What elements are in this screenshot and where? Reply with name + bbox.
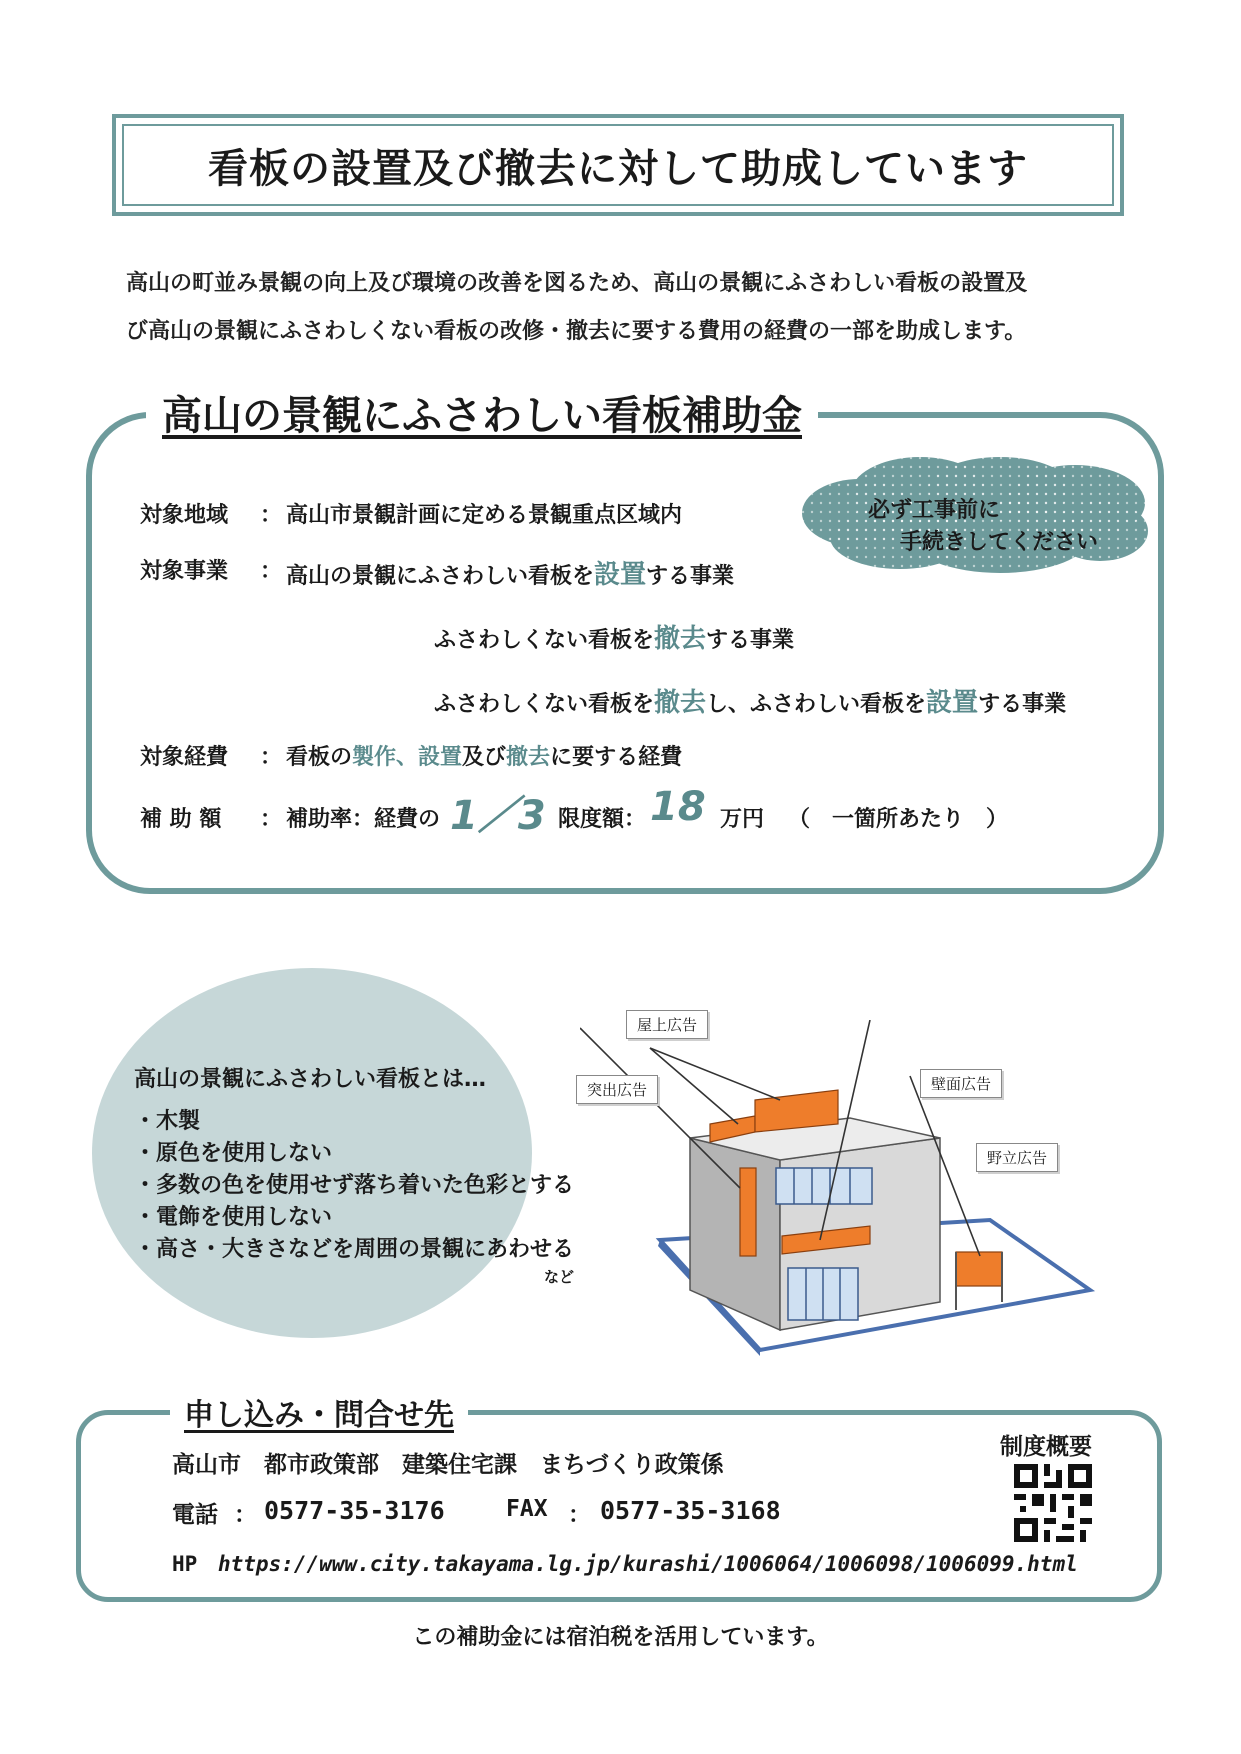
project-line-1: 高山の景観にふさわしい看板を設置する事業: [286, 560, 735, 590]
title-box: [112, 114, 1124, 216]
keyword-install: 設置: [926, 688, 979, 718]
homepage-link[interactable]: https://www.city.takayama.lg.jp/kurashi/1006064/1006098/1006099.html: [218, 1552, 1078, 1576]
rate-value: 1／3: [450, 793, 546, 839]
keyword-install: 設置: [594, 560, 647, 590]
tel-colon: ：: [234, 1502, 257, 1528]
contact-heading: 申し込み・問合せ先: [170, 1390, 468, 1434]
criteria-etc: など: [544, 1268, 575, 1286]
limit-unit: 万円: [720, 807, 765, 832]
tel-label: 電話: [172, 1502, 218, 1528]
criteria-item: ・電飾を使用しない: [134, 1205, 333, 1230]
keyword-remove: 撤去: [654, 688, 707, 718]
building-illustration: [580, 1016, 1100, 1370]
project-line-2: ふさわしくない看板を撤去する事業: [434, 624, 795, 654]
per-location: （ 一箇所あたり ）: [788, 807, 1009, 832]
notice-line-2: 手続きしてください: [900, 530, 1099, 555]
label-rooftop: 屋上広告: [626, 1010, 708, 1039]
amount-colon: ：: [260, 807, 283, 832]
criteria-item: ・多数の色を使用せず落ち着いた色彩とする: [134, 1173, 575, 1198]
area-colon: ：: [260, 503, 283, 528]
expenses-colon: ：: [260, 745, 283, 770]
expenses-value: 看板の製作、設置及び撤去に要する経費: [286, 745, 683, 770]
qr-label: 制度概要: [1000, 1434, 1092, 1460]
criteria-title: 高山の景観にふさわしい看板とは…: [134, 1067, 487, 1092]
project-line-3: ふさわしくない看板を撤去し、ふさわしい看板を設置する事業: [434, 688, 1067, 718]
projects-colon: ：: [260, 559, 283, 584]
notice-line-1: 必ず工事前に: [868, 498, 1001, 523]
keyword-make-install: 製作、設置: [352, 745, 463, 770]
hp-label: HP: [172, 1552, 198, 1576]
building-drawing: [580, 1020, 1100, 1370]
qr-code[interactable]: [1014, 1464, 1092, 1542]
footer-note: この補助金には宿泊税を活用しています。: [412, 1625, 829, 1650]
contact-dept: 高山市 都市政策部 建築住宅課 まちづくり政策係: [172, 1452, 724, 1478]
qr-code-image: [1014, 1464, 1092, 1542]
fax-label: FAX: [506, 1496, 548, 1522]
label-standing: 野立広告: [976, 1143, 1058, 1172]
limit-label: 限度額：: [558, 807, 647, 832]
page-title: 看板の設置及び撤去に対して助成しています: [208, 145, 1028, 192]
criteria-item: ・木製: [134, 1109, 201, 1134]
area-value: 高山市景観計画に定める景観重点区域内: [286, 503, 683, 528]
keyword-remove: 撤去: [654, 624, 707, 654]
criteria-item: ・原色を使用しない: [134, 1141, 333, 1166]
fax-colon: ：: [568, 1502, 591, 1528]
program-heading: 高山の景観にふさわしい看板補助金: [146, 384, 818, 441]
intro-line-1: 高山の町並み景観の向上及び環境の改善を図るため、高山の景観にふさわしい看板の設置及: [126, 271, 1028, 296]
keyword-remove: 撤去: [506, 745, 551, 770]
area-label: 対象地域: [140, 503, 229, 528]
label-projecting: 突出広告: [576, 1075, 658, 1104]
amount-label: 補 助 額: [140, 807, 222, 832]
notice-cloud: [800, 455, 1152, 577]
label-wall: 壁面広告: [920, 1069, 1002, 1098]
tel-number: 0577-35-3176: [264, 1496, 445, 1525]
rate-prefix: 補助率：経費の: [286, 807, 441, 832]
projects-label: 対象事業: [140, 559, 229, 584]
intro-line-2: び高山の景観にふさわしくない看板の改修・撤去に要する費用の経費の一部を助成します。: [126, 319, 1027, 344]
criteria-list: [134, 1106, 574, 1266]
criteria-item: ・高さ・大きさなどを周囲の景観にあわせる: [134, 1237, 575, 1262]
fax-number: 0577-35-3168: [600, 1496, 781, 1525]
limit-value: 18: [650, 784, 706, 830]
expenses-label: 対象経費: [140, 745, 229, 770]
